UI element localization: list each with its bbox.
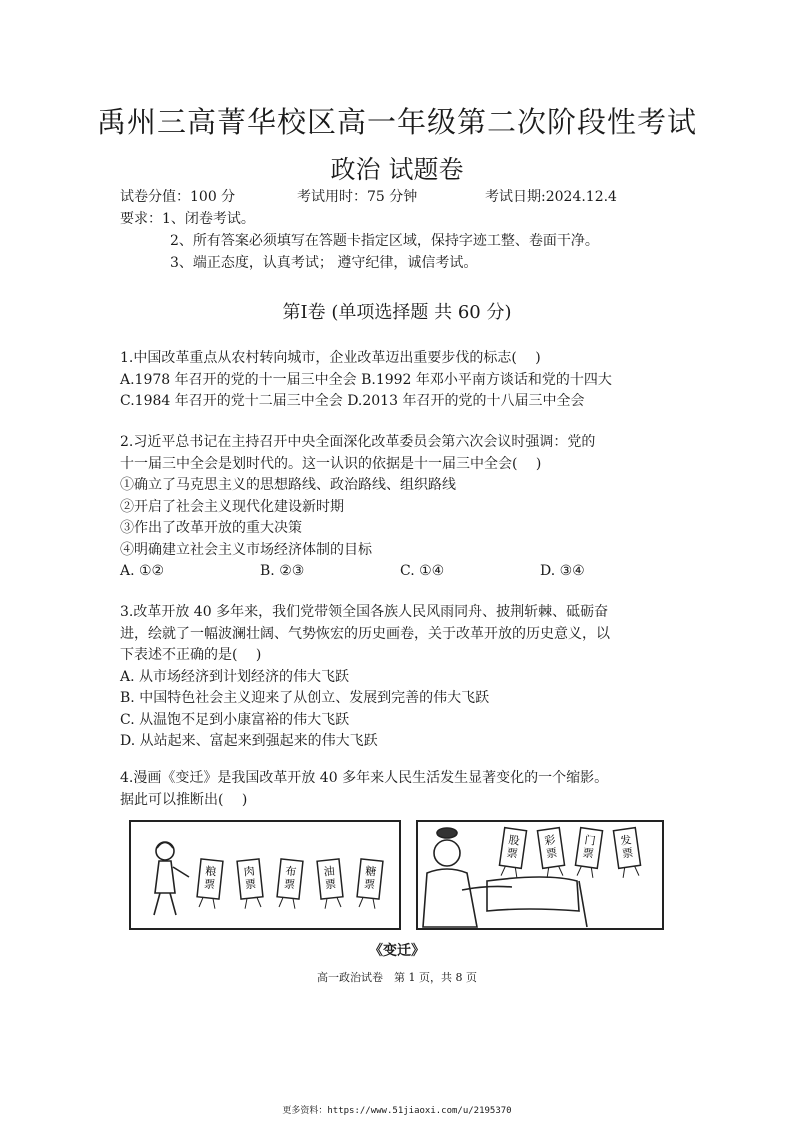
exam-title: 禹州三高菁华校区高一年级第二次阶段性考试 <box>96 105 697 139</box>
ticket-card <box>237 859 264 909</box>
ticket-text: 油 <box>323 864 336 879</box>
requirement-2: 2、所有答案必须填写在答题卡指定区域，保持字迹工整、卷面干净。 <box>170 233 599 249</box>
question-3-stem: 进，绘就了一幅波澜壮阔、气势恢宏的历史画卷，关于改革开放的历史意义，以 <box>120 625 610 642</box>
option-b: B. ②③ <box>260 563 305 579</box>
ticket-card <box>276 859 303 909</box>
comic-illustration <box>127 815 667 933</box>
ticket-text: 票 <box>505 846 519 861</box>
ticket-text: 股 <box>507 833 521 848</box>
question-2-stem: 2.习近平总书记在主持召开中央全面深化改革委员会第六次会议时强调：党的 <box>120 434 596 450</box>
ticket-card <box>196 859 223 909</box>
requirement-3: 3、端正态度，认真考试； 遵守纪律，诚信考试。 <box>170 255 478 271</box>
ticket-text: 票 <box>244 877 257 892</box>
ticket-text: 粮 <box>204 864 217 879</box>
question-1 <box>120 348 680 413</box>
question-2 <box>120 432 680 583</box>
ticket-card <box>537 828 565 879</box>
question-1-options-cd: C.1984 年召开的党十二届三中全会 D.2013 年召开的党的十八届三中全会 <box>120 393 585 409</box>
option-d: D. ③④ <box>540 563 585 579</box>
question-4-stem: 4.漫画《变迁》是我国改革开放 40 多年来人民生活发生显著变化的一个缩影。 <box>120 770 609 786</box>
question-3-stem: 3.改革开放 40 多年来，我们党带领全国各族人民风雨同舟、披荆斩棘、砥砺奋 <box>120 604 609 620</box>
left-ticket-group <box>196 859 383 909</box>
question-2-statement-3: ③作出了改革开放的重大决策 <box>120 520 302 536</box>
ticket-text: 票 <box>324 877 337 892</box>
question-1-options-ab: A.1978 年召开的党的十一届三中全会 B.1992 年邓小平南方谈话和党的十四大 <box>120 371 612 388</box>
section-title: 第Ⅰ卷 (单项选择题 共 60 分) <box>282 302 512 323</box>
ticket-text: 票 <box>363 877 376 892</box>
question-1-stem: 1.中国改革重点从农村转向城市，企业改革迈出重要步伐的标志( ) <box>120 350 541 366</box>
date-info: 考试日期:2024.12.4 <box>485 189 617 205</box>
ticket-text: 票 <box>581 846 595 861</box>
source-watermark: 更多资料：https://www.51jiaoxi.com/u/2195370 <box>282 1106 512 1116</box>
ticket-text: 门 <box>583 833 597 848</box>
ticket-card <box>356 859 383 909</box>
ticket-text: 发 <box>619 833 633 848</box>
option-a: A. ①② <box>120 563 165 579</box>
question-3-option-d: D. 从站起来、富起来到强起来的伟大飞跃 <box>120 733 378 749</box>
comic-caption: 《变迁》 <box>369 943 425 959</box>
ticket-text: 票 <box>545 846 559 861</box>
ticket-card <box>574 828 602 879</box>
question-2-statement-2: ②开启了社会主义现代化建设新时期 <box>120 498 344 515</box>
score-info: 试卷分值：100 分 <box>120 189 236 205</box>
ticket-card <box>613 828 641 879</box>
question-2-options <box>120 561 680 583</box>
question-4-stem: 据此可以推断出( ) <box>120 791 248 808</box>
ticket-card <box>498 828 526 879</box>
ticket-text: 票 <box>283 877 296 892</box>
question-3 <box>120 602 680 753</box>
page-footer: 高一政治试卷 第 1 页，共 8 页 <box>317 971 477 984</box>
ticket-text: 彩 <box>543 833 557 848</box>
question-4 <box>120 768 680 811</box>
question-2-statement-1: ①确立了马克思主义的思想路线、政治路线、组织路线 <box>120 477 456 493</box>
option-c: C. ①④ <box>400 563 445 579</box>
question-2-stem: 十一届三中全会是划时代的。这一认识的依据是十一届三中全会( ) <box>120 455 542 472</box>
question-2-statement-4: ④明确建立社会主义市场经济体制的目标 <box>120 541 372 558</box>
ticket-text: 票 <box>203 877 216 892</box>
question-3-option-b: B. 中国特色社会主义迎来了从创立、发展到完善的伟大飞跃 <box>120 690 490 706</box>
question-3-option-c: C. 从温饱不足到小康富裕的伟大飞跃 <box>120 711 350 728</box>
ticket-text: 糖 <box>364 864 377 879</box>
requirement-1: 要求：1、闭卷考试。 <box>120 211 255 227</box>
exam-subtitle: 政治 试题卷 <box>330 155 464 184</box>
question-3-option-a: A. 从市场经济到计划经济的伟大飞跃 <box>120 668 350 685</box>
ticket-card <box>317 859 344 909</box>
ticket-text: 票 <box>621 846 635 861</box>
time-info: 考试用时：75 分钟 <box>297 189 418 205</box>
ticket-text: 肉 <box>243 864 256 879</box>
question-3-stem: 下表述不正确的是( ) <box>120 647 262 663</box>
walking-person-figure <box>154 842 189 915</box>
ticket-text: 布 <box>284 864 297 879</box>
right-ticket-group <box>498 828 642 879</box>
